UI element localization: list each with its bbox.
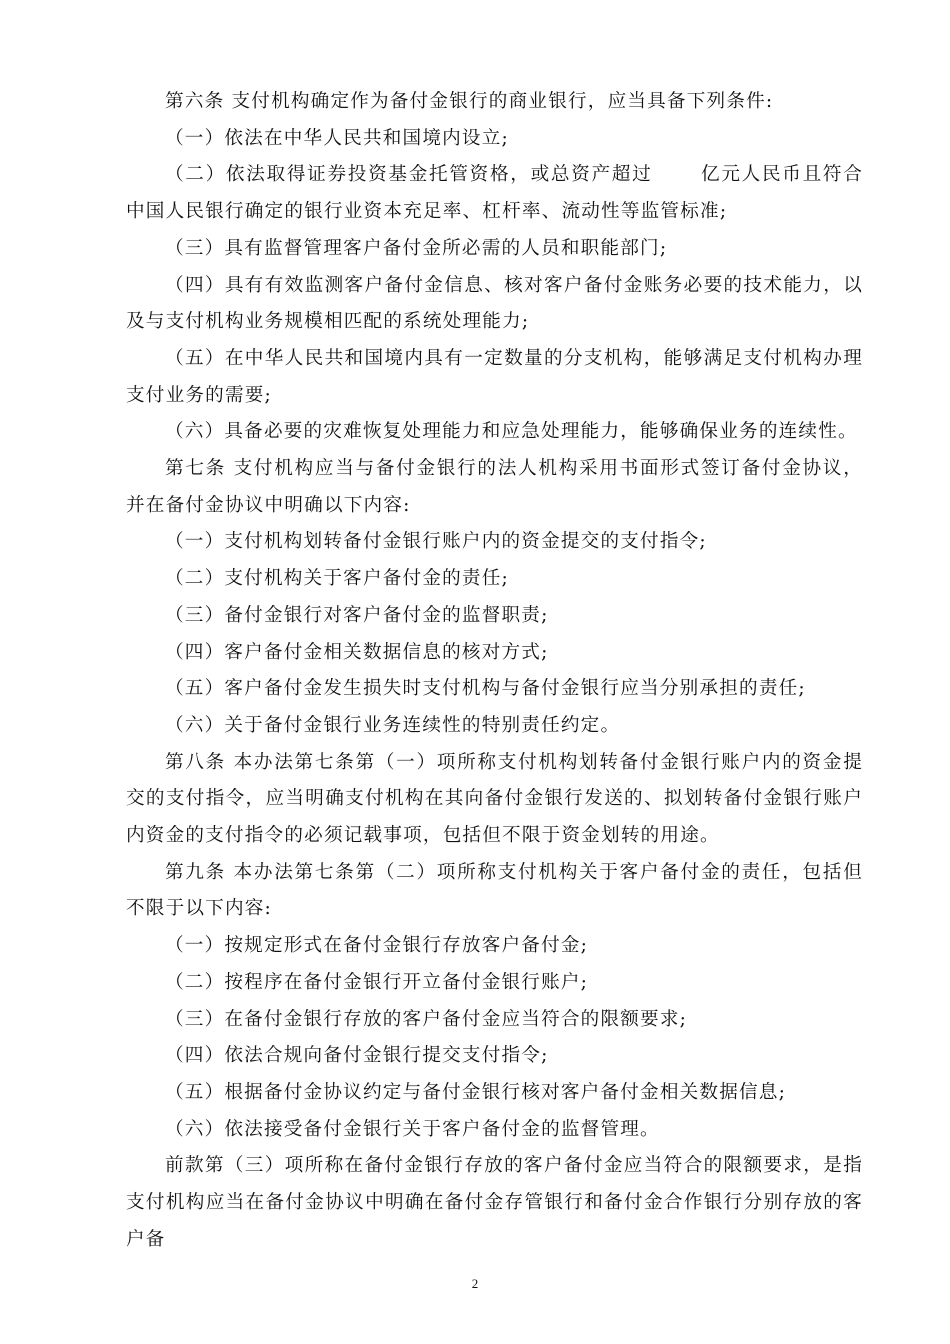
article-9-item-5: （五）根据备付金协议约定与备付金银行核对客户备付金相关数据信息; (165, 1081, 787, 1103)
article-6-item-5: （五）在中华人民共和国境内具有一定数量的分支机构，能够满足支付机构办理支付业务的需要; (126, 347, 863, 406)
article-7-item-2: （二）支付机构关于客户备付金的责任; (165, 568, 509, 590)
page-number: 2 (471, 1276, 479, 1291)
article-6-item-2 (126, 157, 863, 230)
article-9-item-6: （六）依法接受备付金银行关于客户备付金的监督管理。 (165, 1118, 660, 1140)
article-9-item-1: （一）按规定形式在备付金银行存放客户备付金; (165, 935, 589, 957)
article-6-item-2-part-1: （二）依法取得证券投资基金托管资格，或总资产超过 (165, 164, 653, 186)
article-7-item-3: （三）备付金银行对客户备付金的监督职责; (165, 604, 549, 626)
article-7-item-4: （四）客户备付金相关数据信息的核对方式; (165, 641, 549, 663)
article-7-item-5: （五）客户备付金发生损失时支付机构与备付金银行应当分别承担的责任; (165, 678, 806, 700)
article-6-heading: 第六条 支付机构确定作为备付金银行的商业银行，应当具备下列条件: (165, 91, 774, 112)
article-6-item-4: （四）具有有效监测客户备付金信息、核对客户备付金账务必要的技术能力，以及与支付机构业务规模相匹配的系统处理能力; (126, 274, 863, 333)
article-6-item-3: （三）具有监督管理客户备付金所必需的人员和职能部门; (165, 237, 668, 259)
article-9-item-4: （四）依法合规向备付金银行提交支付指令; (165, 1045, 549, 1067)
article-7-item-6: （六）关于备付金银行业务连续性的特别责任约定。 (165, 714, 621, 736)
article-8: 第八条 本办法第七条第（一）项所称支付机构划转备付金银行账户内的资金提交的支付指令，应当明确支付机构在其向备付金银行发送的、拟划转备付金银行账户内资金的支付指令的必须记载事项，包括但不限于资金划转的用途。 (126, 751, 863, 847)
article-7-item-1: （一）支付机构划转备付金银行账户内的资金提交的支付指令; (165, 531, 707, 553)
document-body (126, 84, 863, 1259)
article-6-item-6: （六）具备必要的灾难恢复处理能力和应急处理能力，能够确保业务的连续性。 (165, 421, 858, 443)
article-9-note: 前款第（三）项所称在备付金银行存放的客户备付金应当符合的限额要求，是指支付机构应当在备付金协议中明确在备付金存管银行和备付金合作银行分别存放的客户备 (126, 1155, 863, 1250)
article-9-item-2: （二）按程序在备付金银行开立备付金银行账户; (165, 971, 589, 993)
article-9-item-3: （三）在备付金银行存放的客户备付金应当符合的限额要求; (165, 1008, 688, 1030)
article-6-item-2-part-2: 亿元人民币且符合中国人民银行确定的银行业资本充足率、杠杆率、流动性等监管标准; (126, 164, 863, 223)
article-7-heading: 第七条 支付机构应当与备付金银行的法人机构采用书面形式签订备付金协议，并在备付金协议中明确以下内容: (126, 458, 863, 516)
article-9-heading: 第九条 本办法第七条第（二）项所称支付机构关于客户备付金的责任，包括但不限于以下内容: (126, 861, 863, 920)
article-6-item-1: （一）依法在中华人民共和国境内设立; (165, 127, 509, 149)
